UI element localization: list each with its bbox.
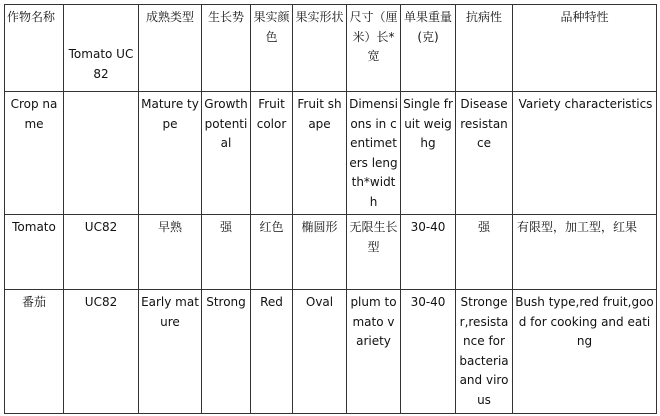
table-cell: 强 xyxy=(456,215,513,290)
table-cell: 有限型，加工型，红果 xyxy=(513,215,657,290)
table-cell xyxy=(64,92,139,215)
col-header-size: 尺寸（厘米）长*宽 xyxy=(347,5,401,92)
col-header-growth: 生长势 xyxy=(202,5,251,92)
table-cell: Single fruit weighg xyxy=(401,92,456,215)
col-header-disease-resistance: 抗病性 xyxy=(456,5,513,92)
table-row xyxy=(5,215,657,290)
table-cell: plum tomato variety xyxy=(347,290,401,414)
table-cell: Tomato xyxy=(5,215,64,290)
table-cell: UC82 xyxy=(64,215,139,290)
table-cell: Growth potential xyxy=(202,92,251,215)
table-cell: 30-40 xyxy=(401,290,456,414)
table-cell: UC82 xyxy=(64,290,139,414)
table-cell: Strong xyxy=(202,290,251,414)
table-cell: Disease resistance xyxy=(456,92,513,215)
col-header-fruit-weight: 单果重量(克) xyxy=(401,5,456,92)
table-cell: Red xyxy=(251,290,293,414)
table-cell: 番茄 xyxy=(5,290,64,414)
table-cell: Fruit color xyxy=(251,92,293,215)
table-cell: Variety characteristics xyxy=(513,92,657,215)
table-cell: 椭圆形 xyxy=(293,215,347,290)
table-cell: 无限生长型 xyxy=(347,215,401,290)
col-header-variety: Tomato UC82 xyxy=(64,5,139,92)
col-header-fruit-shape: 果实形状 xyxy=(293,5,347,92)
header-row xyxy=(5,5,657,92)
variety-spec-table xyxy=(4,4,657,414)
table-cell: 30-40 xyxy=(401,215,456,290)
table-cell: Mature type xyxy=(139,92,202,215)
table-cell: Stronger,resistance for bacteria and virous xyxy=(456,290,513,414)
table-cell: Oval xyxy=(293,290,347,414)
table-cell: Early mature xyxy=(139,290,202,414)
table-cell: Crop name xyxy=(5,92,64,215)
col-header-characteristics: 品种特性 xyxy=(513,5,657,92)
table-row xyxy=(5,92,657,215)
table-cell: Fruit shape xyxy=(293,92,347,215)
table-cell: 早熟 xyxy=(139,215,202,290)
table-row xyxy=(5,290,657,414)
col-header-crop-name: 作物名称 xyxy=(5,5,64,92)
table-cell: Bush type,red fruit,good for cooking and eating xyxy=(513,290,657,414)
col-header-fruit-color: 果实颜色 xyxy=(251,5,293,92)
table-cell: 强 xyxy=(202,215,251,290)
table-cell: Dimensions in centimeters length*width xyxy=(347,92,401,215)
table-cell: 红色 xyxy=(251,215,293,290)
col-header-maturity: 成熟类型 xyxy=(139,5,202,92)
